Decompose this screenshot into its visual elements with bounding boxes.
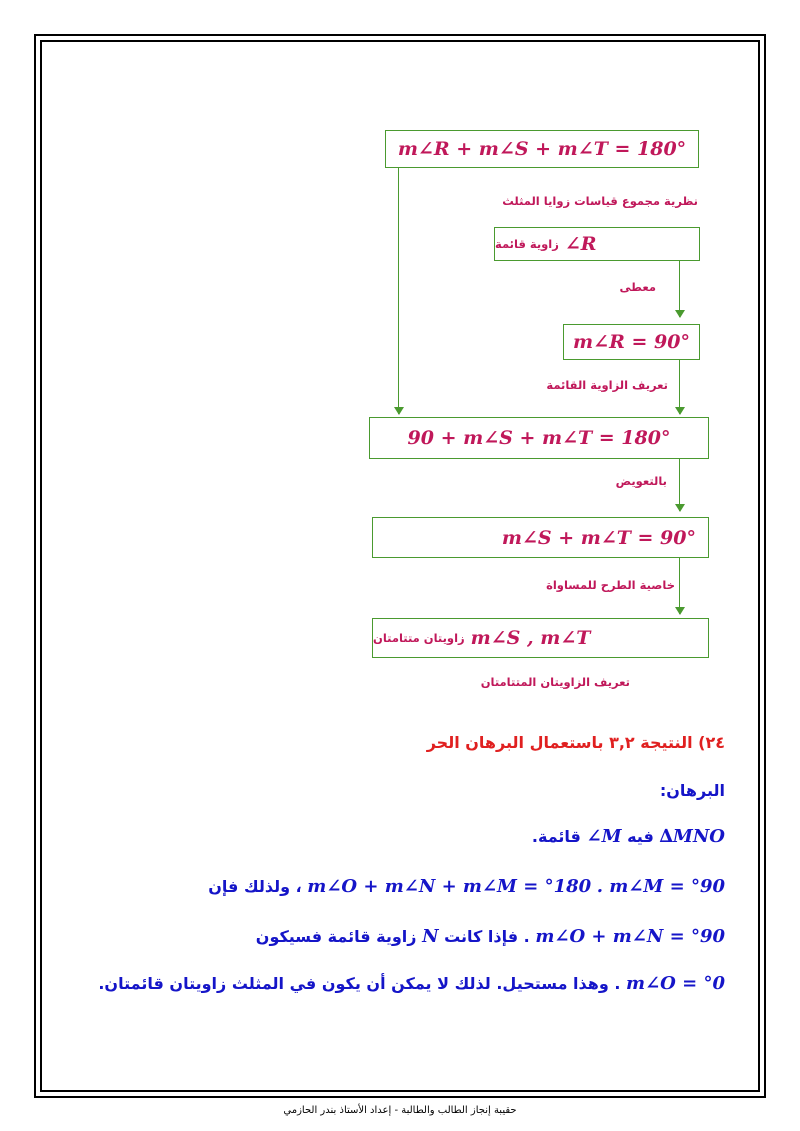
- arrow-left-long: [398, 168, 399, 414]
- angle-n: N: [422, 926, 439, 947]
- flow-box-sum-angles: [385, 130, 699, 168]
- flow-box-substitution: [369, 417, 709, 459]
- flow-box-s-t-90-text: m∠S + m∠T = 90°: [501, 526, 696, 549]
- reason-substitution: بالتعويض: [615, 474, 667, 488]
- proof-line-3: [256, 926, 725, 947]
- flow-box-right-angle-text: زاوية قائمة: [495, 237, 559, 251]
- proof-line-2-eq-b: . m∠M = °90: [596, 876, 725, 897]
- flow-box-sum-angles-text: m∠R + m∠S + m∠T = 180°: [397, 138, 687, 160]
- arrow-subtraction: [679, 558, 680, 614]
- flow-box-right-angle-math: ∠R: [564, 233, 597, 255]
- proof-line-2-text: ، ولذلك فإن: [208, 877, 302, 896]
- reason-right-angle-def: تعريف الزاوية القائمة: [546, 378, 668, 392]
- reason-sum-theorem: نظرية مجموع قياسات زوايا المثلث: [502, 194, 698, 208]
- page-footer: حقيبة إنجاز الطالب والطالبة - إعداد الأستاذ بندر الحازمي: [283, 1105, 517, 1116]
- flow-box-substitution-text: 90 + m∠S + m∠T = 180°: [407, 427, 671, 449]
- exercise-24-heading: ٢٤) النتيجة ٣,٢ باستعمال البرهان الحر: [426, 733, 725, 752]
- flow-box-r-90-text: m∠R = 90°: [573, 331, 690, 353]
- proof-line-3-text-a: . فإذا كانت: [444, 927, 530, 946]
- flow-box-right-angle: [494, 227, 700, 261]
- proof-line-4: [98, 973, 725, 994]
- reason-given: معطى: [619, 280, 656, 294]
- proof-line-1-text-b: قائمة.: [531, 827, 581, 846]
- flow-box-complementary-math: m∠S , m∠T: [470, 627, 591, 649]
- proof-line-2: [208, 876, 725, 897]
- triangle-mno: ∆MNO: [659, 826, 725, 847]
- arrow-given: [679, 261, 680, 317]
- arrow-substitution: [679, 459, 680, 511]
- reason-complementary-def: تعريف الزاويتان المتتامتان: [480, 675, 630, 689]
- proof-label: البرهان:: [659, 781, 725, 800]
- flow-box-s-t-90: [372, 517, 709, 558]
- proof-line-4-text: . وهذا مستحيل. لذلك لا يمكن أن يكون في المثلث زاويتان قائمتان.: [98, 974, 621, 993]
- proof-line-1-text-a: فيه: [627, 827, 654, 846]
- proof-line-4-eq: m∠O = °0: [626, 973, 725, 994]
- proof-line-1: [532, 826, 725, 847]
- proof-line-3-eq: m∠O + m∠N = °90: [535, 926, 725, 947]
- flow-box-complementary-text: زاويتان متتامتان: [373, 631, 465, 645]
- arrow-right-angle-def: [679, 360, 680, 414]
- reason-subtraction: خاصية الطرح للمساواة: [546, 578, 675, 592]
- proof-line-3-text-b: زاوية قائمة فسيكون: [255, 927, 417, 946]
- proof-line-2-eq-a: m∠O + m∠N + m∠M = °180: [307, 876, 592, 897]
- flow-box-complementary: [372, 618, 709, 658]
- flow-box-r-90: [563, 324, 700, 360]
- angle-m: ∠M: [586, 826, 622, 847]
